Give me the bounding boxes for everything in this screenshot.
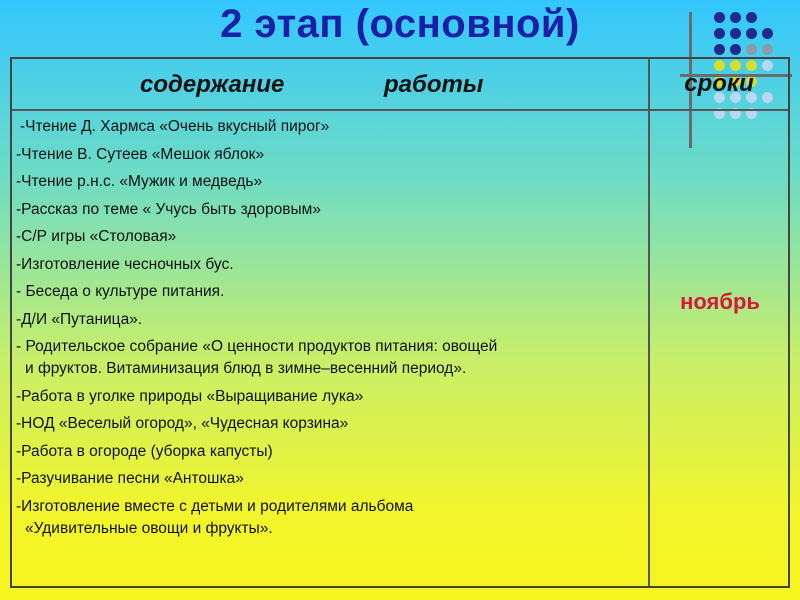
decorative-dot <box>714 44 725 55</box>
list-item: -Д/И «Путаница». <box>16 310 143 328</box>
header-term-cell: сроки <box>648 59 788 109</box>
list-item: -Работа в огороде (уборка капусты) <box>16 442 273 460</box>
decorative-dot <box>714 12 725 23</box>
list-item-line-2: «Удивительные овощи и фрукты». <box>25 519 273 537</box>
list-item-line-1: - Родительское собрание «О ценности продуктов питания: овощей <box>16 338 498 355</box>
list-item-line-2: и фруктов. Витаминизация блюд в зимне–весенний период». <box>25 360 467 377</box>
decorative-dot <box>714 28 725 39</box>
decorative-dot <box>746 28 757 39</box>
list-item <box>16 496 646 540</box>
header-content-cell <box>12 59 648 109</box>
list-item: -Чтение В. Сутеев «Мешок яблок» <box>16 145 265 163</box>
list-item-line-1: -Изготовление вместе с детьми и родителями альбома <box>16 497 414 515</box>
list-item: -Рассказ по теме « Учусь быть здоровым» <box>16 200 321 218</box>
column-divider <box>648 109 650 586</box>
slide-title: 2 этап (основной) <box>220 2 580 46</box>
decorative-dot <box>746 44 757 55</box>
plan-table <box>10 57 790 588</box>
decorative-dot <box>730 28 741 39</box>
list-item: -Разучивание песни «Антошка» <box>16 470 244 487</box>
list-item: -Работа в уголке природы «Выращивание лука» <box>16 387 364 405</box>
decorative-dot <box>730 12 741 23</box>
decorative-dot <box>746 12 757 23</box>
table-header-row <box>12 59 788 111</box>
term-month: ноябрь <box>680 289 760 314</box>
list-item: -С/Р игры «Столовая» <box>16 228 177 245</box>
decorative-dot <box>730 44 741 55</box>
header-content-word-2: работы <box>384 71 484 98</box>
list-item: -Чтение Д. Хармса «Очень вкусный пирог» <box>20 118 330 135</box>
list-item <box>16 336 646 380</box>
decorative-dot <box>762 44 773 55</box>
list-item: -Изготовление чесночных бус. <box>16 255 234 273</box>
activity-list <box>16 116 646 545</box>
list-item: -Чтение р.н.с. «Мужик и медведь» <box>16 173 263 190</box>
header-content-word-1: содержание <box>140 71 285 98</box>
decorative-dot <box>762 28 773 39</box>
list-item: - Беседа о культуре питания. <box>16 283 225 300</box>
list-item: -НОД «Веселый огород», «Чудесная корзина» <box>16 415 349 432</box>
